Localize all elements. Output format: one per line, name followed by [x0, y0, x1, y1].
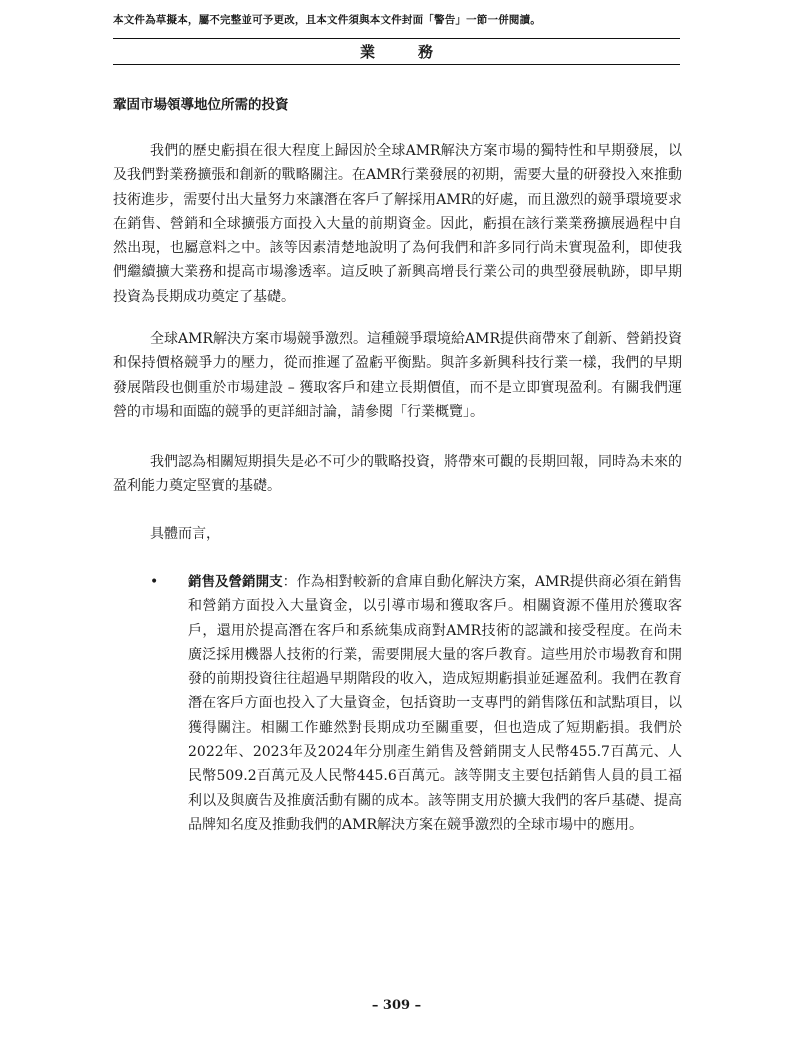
- bullet-marker: •: [150, 574, 159, 590]
- paragraph-specifically: 具體而言，: [150, 526, 220, 542]
- header-rule-top: [113, 38, 680, 39]
- paragraph-historical-losses: 我們的歷史虧損在很大程度上歸因於全球AMR解決方案市場的獨特性和早期發展，以及我們對業務擴張和創新的戰略關注。在AMR行業發展的初期，需要大量的研發投入來推動技術進步，需要付出大量努力來讓潛在客戶了解採用AMR的好處，而且激烈的競爭環境要求在銷售、營銷和全球擴張方面投入大量的前期資金。因此，虧損在該行業業務擴展過程中自然出現，也屬意料之中。該等因素清楚地說明了為何我們和許多同行尚未實現盈利，即使我們繼續擴大業務和提高市場滲透率。這反映了新興高增長行業公司的典型發展軌跡，即早期投資為長期成功奠定了基礎。: [113, 143, 682, 305]
- bullet-term: 銷售及營銷開支: [188, 574, 283, 590]
- header-rule-bottom: [113, 64, 680, 65]
- draft-notice: 本文件為草擬本，屬不完整並可予更改，且本文件須與本文件封面「警告」一節一併閱讀。: [113, 14, 541, 26]
- paragraph-strategic-investment: 我們認為相關短期損失是必不可少的戰略投資，將帶來可觀的長期回報，同時為未來的盈利能力奠定堅實的基礎。: [113, 454, 682, 495]
- bullet-text: ：作為相對較新的倉庫自動化解決方案，AMR提供商必須在銷售和營銷方面投入大量資金，以引導市場和獲取客戶。相關資源不僅用於獲取客戶，還用於提高潛在客戶和系統集成商對AMR技術的認識和接受程度。在尚未廣泛採用機器人技術的行業，需要開展大量的客戶教育。這些用於市場教育和開發的前期投資往往超過早期階段的收入，造成短期虧損並延遲盈利。我們在教育潛在客戶方面也投入了大量資金，包括資助一支專門的銷售隊伍和試點項目，以獲得關注。相關工作雖然對長期成功至關重要，但也造成了短期虧損。我們於2022年、2023年及2024年分別產生銷售及營銷開支人民幣455.7百萬元、人民幣509.2百萬元及人民幣445.6百萬元。該等開支主要包括銷售人員的員工福利以及與廣告及推廣活動有關的成本。該等開支用於擴大我們的客戶基礎、提高品牌知名度及推動我們的AMR解決方案在競爭激烈的全球市場中的應用。: [188, 574, 682, 833]
- page-number: – 309 –: [371, 998, 422, 1013]
- subheading: 鞏固市場領導地位所需的投資: [113, 97, 289, 113]
- bullet-item-sales-marketing: [188, 570, 682, 837]
- paragraph-competition: 全球AMR解決方案市場競爭激烈。這種競爭環境給AMR提供商帶來了創新、營銷投資和保持價格競爭力的壓力，從而推遲了盈虧平衡點。與許多新興科技行業一樣，我們的早期發展階段也側重於市場建設 – 獲取客戶和建立長期價值，而不是立即實現盈利。有關我們運營的市場和面臨的競爭的更詳細討論，請參閱「行業概覽」。: [113, 331, 682, 420]
- section-title: 業 務: [359, 43, 447, 61]
